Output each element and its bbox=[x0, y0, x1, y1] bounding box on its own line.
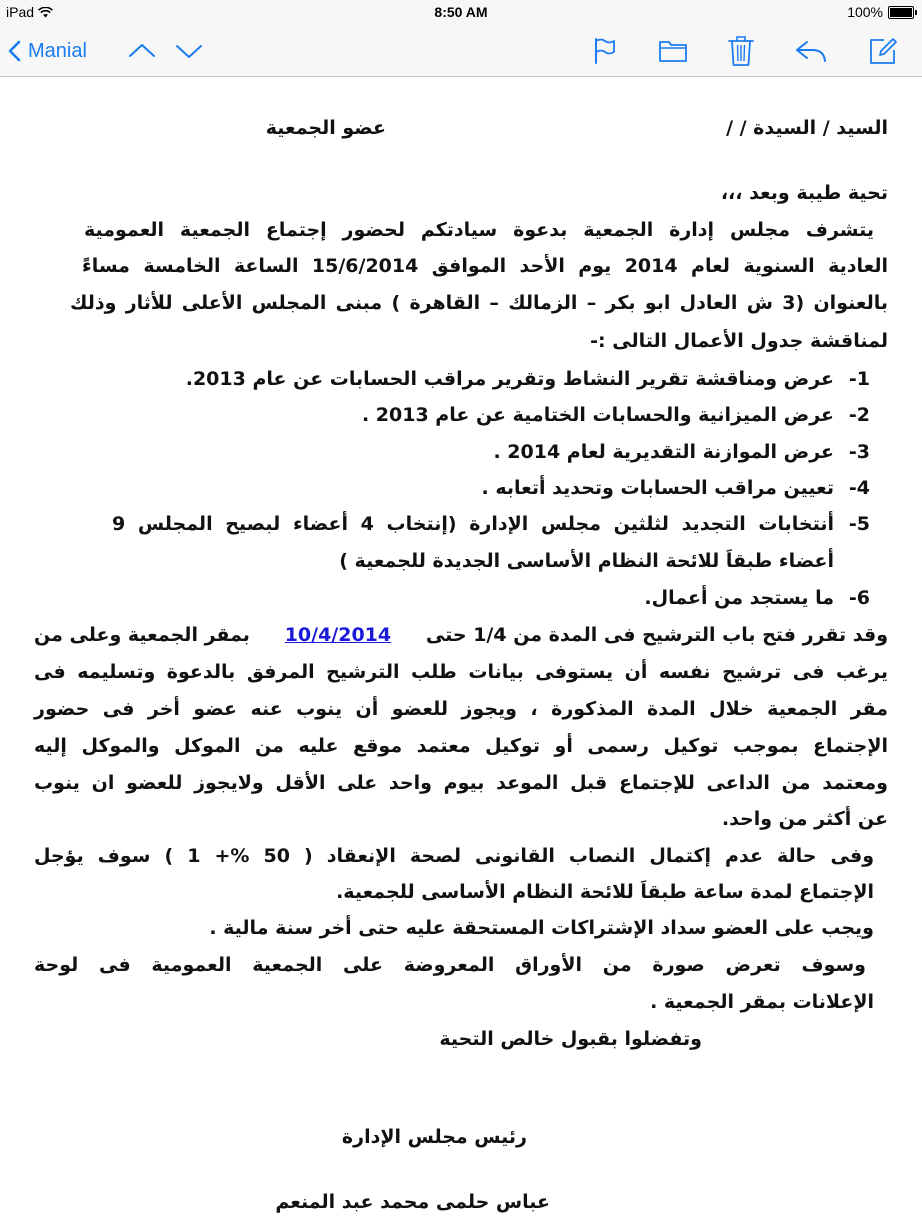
status-time: 8:50 AM bbox=[434, 4, 488, 20]
next-message-button[interactable] bbox=[175, 26, 203, 76]
agenda-number: 1- bbox=[848, 368, 870, 390]
status-right bbox=[847, 4, 914, 20]
agenda-item: أنتخابات التجديد لثلثين مجلس الإدارة (إنتخاب 4 أعضاء لبصيح المجلس 9 bbox=[112, 513, 835, 535]
agenda-number: 4- bbox=[848, 477, 870, 499]
documents-line-2: الإعلانات بمقر الجمعية . bbox=[650, 991, 874, 1013]
agenda-item: ما يستجد من أعمال. bbox=[644, 587, 834, 609]
nomination-line-1 bbox=[34, 620, 888, 650]
greeting: تحية طيبة وبعد ،،، bbox=[720, 182, 888, 204]
agenda-number: 2- bbox=[848, 404, 870, 426]
battery-percent: 100% bbox=[847, 4, 883, 20]
documents-line-1: وسوف تعرض صورة من الأوراق المعروضة على الجمعية العمومية فى لوحة bbox=[34, 954, 866, 976]
chevron-down-icon bbox=[175, 42, 203, 60]
nomination-line-6: عن أكثر من واحد. bbox=[721, 808, 888, 830]
flag-button[interactable] bbox=[593, 26, 617, 76]
trash-button[interactable] bbox=[728, 26, 754, 76]
intro-line-4: لمناقشة جدول الأعمال التالى :- bbox=[590, 330, 888, 352]
back-button[interactable] bbox=[8, 26, 87, 76]
flag-icon bbox=[593, 37, 617, 65]
back-label: Manial bbox=[28, 39, 87, 62]
message-body bbox=[0, 77, 922, 1229]
status-bar bbox=[0, 0, 922, 26]
battery-level bbox=[890, 8, 912, 17]
agenda-item: عرض الميزانية والحسابات الختامية عن عام 2013 . bbox=[361, 404, 834, 426]
battery-icon bbox=[888, 6, 914, 19]
quorum-line-1: وفى حالة عدم إكتمال النصاب القانونى لصحة الإنعقاد ( 50 %+ 1 ) سوف يؤجل bbox=[34, 845, 874, 867]
reply-button[interactable] bbox=[794, 26, 828, 76]
nomination-line-2: يرغب فى ترشيح نفسه أن يستوفى بيانات طلب الترشيح المرفق بالدعوة وتسليمه فى bbox=[34, 661, 888, 683]
agenda-item-continued: أعضاء طبقاَ للائحة النظام الأساسى الجديدة للجمعية ) bbox=[339, 550, 834, 572]
agenda-item: عرض الموازنة التقديرية لعام 2014 . bbox=[493, 441, 834, 463]
nomination-line-4: الإجتماع بموجب توكيل رسمى أو توكيل معتمد موقع عليه من الموكل والموكل إليه bbox=[34, 735, 888, 757]
trash-icon bbox=[728, 35, 754, 67]
move-to-folder-button[interactable] bbox=[658, 26, 688, 76]
agenda-item: عرض ومناقشة تقرير النشاط وتقرير مراقب الحسابات عن عام 2013. bbox=[185, 368, 834, 390]
salutation-member: عضو الجمعية bbox=[265, 117, 386, 139]
device-name: iPad bbox=[6, 4, 35, 20]
signature-title: رئيس مجلس الإدارة bbox=[341, 1126, 527, 1148]
dues-line: ويجب على العضو سداد الإشتراكات المستحقة عليه حتى أخر سنة مالية . bbox=[209, 917, 874, 939]
nomination-text-start: وقد تقرر فتح باب الترشيح فى المدة من 1/4 حتى bbox=[425, 624, 888, 646]
nomination-line-3: مقر الجمعية خلال المدة المذكورة ، ويجوز للعضو أن ينوب عنه عضو أخر فى حضور bbox=[34, 698, 888, 720]
agenda-number: 6- bbox=[848, 587, 870, 609]
mail-toolbar bbox=[0, 26, 922, 77]
compose-icon bbox=[868, 36, 898, 66]
signature-name: عباس حلمى محمد عبد المنعم bbox=[275, 1191, 550, 1213]
agenda-number: 3- bbox=[848, 441, 870, 463]
quorum-line-2: الإجتماع لمدة ساعة طبقاَ للائحة النظام الأساسى للجمعية. bbox=[336, 881, 874, 903]
chevron-left-icon bbox=[8, 40, 22, 62]
folder-icon bbox=[658, 38, 688, 64]
previous-message-button[interactable] bbox=[128, 26, 156, 76]
closing-line: وتفضلوا بقبول خالص التحية bbox=[439, 1028, 702, 1050]
agenda-item: تعيين مراقب الحسابات وتحديد أتعابه . bbox=[481, 477, 834, 499]
agenda-number: 5- bbox=[848, 513, 870, 535]
salutation-recipient: السيد / السيدة / / bbox=[726, 117, 888, 139]
intro-line-3: بالعنوان (3 ش العادل ابو بكر – الزمالك – القاهرة ) مبنى المجلس الأعلى للأثار وذلك bbox=[70, 292, 888, 314]
intro-line-1: يتشرف مجلس إدارة الجمعية بدعوة سيادتكم لحضور إجتماع الجمعية العمومية bbox=[84, 219, 874, 241]
intro-line-2: العادية السنوية لعام 2014 يوم الأحد الموافق 15/6/2014 الساعة الخامسة مساءً bbox=[82, 255, 888, 277]
nomination-text-end: بمقر الجمعية وعلى من bbox=[34, 624, 250, 646]
chevron-up-icon bbox=[128, 42, 156, 60]
nomination-deadline-link[interactable]: 10/4/2014 bbox=[284, 624, 392, 646]
nomination-line-5: ومعتمد من الداعى للإجتماع قبل الموعد بيوم واحد على الأقل ولايجوز للعضو ان ينوب bbox=[34, 772, 888, 794]
reply-icon bbox=[794, 39, 828, 63]
compose-button[interactable] bbox=[868, 26, 898, 76]
